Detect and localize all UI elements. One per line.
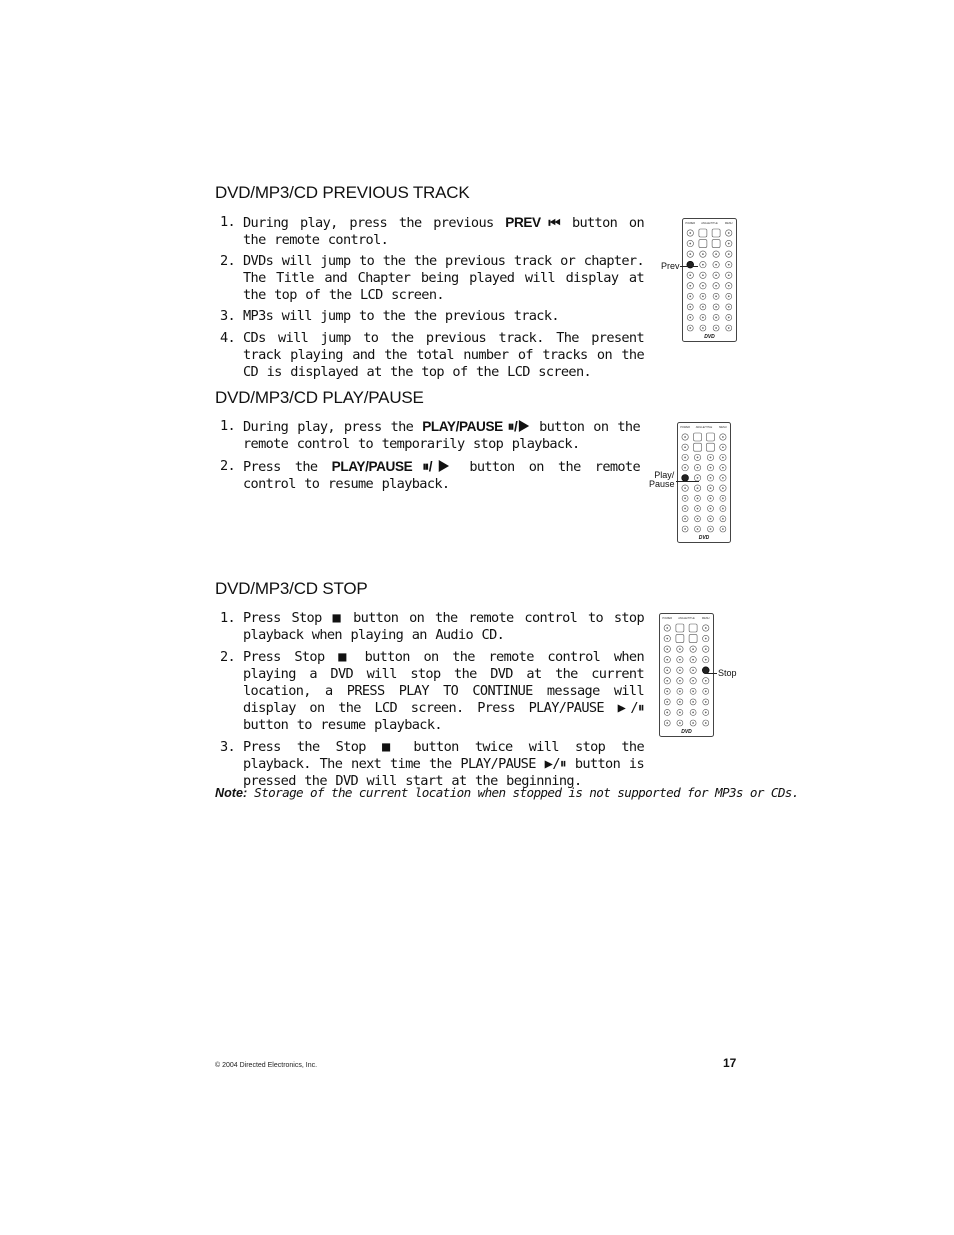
list-item — [220, 739, 644, 790]
step-number: 1. — [220, 418, 236, 434]
step-text: button on the remote control to temporarily stop playback. — [243, 419, 640, 452]
svg-text:DVD: DVD — [681, 729, 692, 735]
note-text: Storage of the current location when stopped is not supported for MP3s or CDs. — [247, 785, 799, 800]
step-text: CDs will jump to the previous track. The present track playing and the total number of tracks on the CD is displayed at the top of the LCD screen. — [243, 330, 644, 380]
play-pause-key-label: PLAY/PAUSE — [422, 419, 503, 434]
footer-copyright: © 2004 Directed Electronics, Inc. — [215, 1062, 318, 1069]
list-item — [220, 649, 644, 734]
callout-leader-line — [705, 673, 717, 674]
svg-text:MENU: MENU — [719, 426, 727, 429]
list-item — [220, 418, 640, 453]
callout-prev: Prev — [661, 261, 680, 271]
section-heading-previous-track: DVD/MP3/CD PREVIOUS TRACK — [215, 183, 470, 202]
step-number: 3. — [220, 739, 236, 755]
list-item — [220, 253, 644, 304]
step-text: During play, press the previous — [243, 215, 506, 231]
list-item — [220, 308, 644, 325]
callout-line: Pause — [649, 479, 675, 489]
svg-text:ANGLE/TITLE: ANGLE/TITLE — [678, 617, 695, 620]
svg-text:DVD: DVD — [698, 535, 710, 541]
section-heading-play-pause: DVD/MP3/CD PLAY/PAUSE — [215, 388, 424, 407]
remote-control-drawing — [682, 218, 737, 342]
step-number: 1. — [220, 610, 236, 626]
remote-control-illustration-play-pause — [677, 422, 731, 547]
play-pause-icon: ⏸/▶ — [502, 419, 531, 434]
step-text: DVDs will jump to the the previous track or chapter. The Title and Chapter being played will display at the top of the LCD screen. — [243, 253, 644, 303]
play-pause-key-label: PLAY/PAUSE — [331, 459, 413, 474]
remote-control-illustration-stop — [659, 613, 714, 741]
svg-text:POWER: POWER — [685, 222, 696, 225]
step-number: 2. — [220, 458, 236, 474]
svg-text:POWER: POWER — [662, 617, 673, 620]
step-number: 4. — [220, 330, 236, 346]
remote-control-drawing — [659, 613, 714, 737]
svg-text:POWER: POWER — [680, 426, 691, 429]
page-number: 17 — [723, 1056, 737, 1070]
remote-control-drawing — [677, 422, 731, 543]
svg-text:MENU: MENU — [701, 617, 710, 620]
note-label: Note: — [215, 786, 248, 800]
step-text: button on the remote control to resume playback. — [243, 459, 640, 492]
callout-stop: Stop — [718, 668, 737, 678]
step-text: During play, press the — [243, 419, 423, 435]
step-text: Press the — [243, 459, 332, 475]
list-item — [220, 330, 644, 381]
step-number: 1. — [220, 214, 236, 230]
svg-text:ANGLE/TITLE: ANGLE/TITLE — [701, 222, 718, 225]
prev-icon: ⏮ — [540, 215, 561, 230]
callout-play-pause — [649, 470, 675, 489]
list-item — [220, 214, 644, 249]
step-text: button on the remote control. — [243, 215, 644, 248]
list-item — [220, 610, 644, 644]
steps-previous-track — [220, 214, 644, 381]
step-text: Press Stop ■ button on the remote control when playing a DVD will stop the DVD at the current location, a PRESS PLAY TO CONTINUE message will display on the LCD screen. Press PLAY/PAUSE ▶/⏸ button to resume playback. — [243, 649, 644, 733]
step-text: Press Stop ■ button on the remote control to stop playback when playing an Audio CD. — [243, 610, 644, 643]
callout-leader-line — [680, 266, 698, 267]
note — [215, 785, 799, 800]
remote-control-illustration-prev — [682, 218, 737, 346]
section-heading-stop: DVD/MP3/CD STOP — [215, 579, 368, 598]
list-item — [220, 458, 640, 493]
play-pause-icon: ⏸/▶ — [412, 459, 456, 474]
step-number: 2. — [220, 253, 236, 269]
step-text: Press the Stop ■ button twice will stop the playback. The next time the PLAY/PAUSE ▶/⏸ button is pressed the DVD will start at the beginning. — [243, 739, 644, 789]
callout-line: Play/ — [654, 470, 675, 480]
steps-stop — [220, 610, 644, 790]
svg-text:ANGLE/TITLE: ANGLE/TITLE — [695, 426, 713, 429]
svg-text:MENU: MENU — [724, 222, 733, 225]
step-number: 3. — [220, 308, 236, 324]
svg-text:DVD: DVD — [704, 334, 715, 340]
step-text: MP3s will jump to the the previous track. — [243, 308, 559, 324]
prev-key-label: PREV — [505, 215, 541, 230]
steps-play-pause — [220, 418, 640, 493]
callout-leader-line — [676, 481, 699, 482]
step-number: 2. — [220, 649, 236, 665]
